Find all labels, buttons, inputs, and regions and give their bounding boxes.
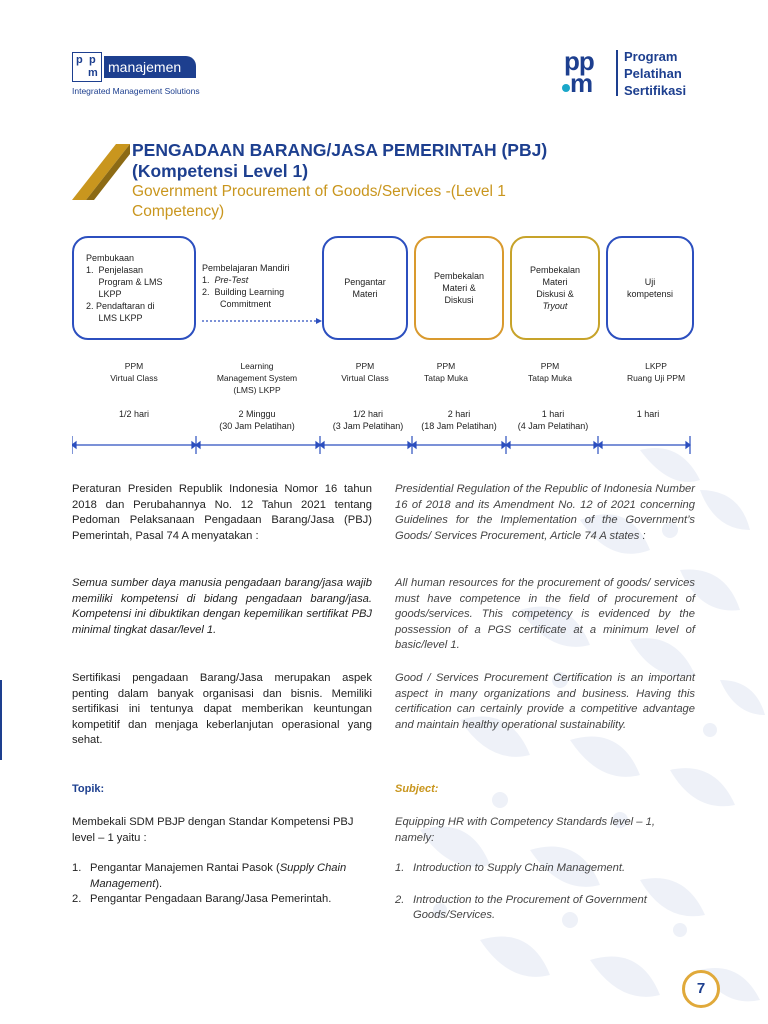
stage-line: Diskusi &: [536, 289, 574, 299]
program-label-line: Program: [624, 49, 678, 64]
ppm-program-logo: [562, 48, 712, 100]
topic-heading-id: Topik:: [72, 783, 105, 795]
logo-brand-name: manajemen: [108, 59, 182, 75]
title-accent-icon: [72, 140, 132, 200]
stage-item: 2. Pendaftaran di: [86, 301, 155, 311]
ppm-logo-mark: [72, 52, 102, 82]
stage-text: [324, 276, 406, 300]
stage-item-num: 2.: [202, 287, 210, 297]
stage-item: [202, 274, 290, 286]
stage-uji-kompetensi: [606, 236, 694, 340]
stage-duration: [324, 408, 412, 432]
stage-platform: [606, 360, 706, 384]
list-item-number: 2.: [72, 893, 82, 906]
duration-line: 2 Minggu: [238, 409, 276, 419]
paragraph-regulation-id: Peraturan Presiden Republik Indonesia Nomor 16 tahun 2018 dan Perubahannya No. 12 Tahun 2021 tentang Pedoman Pelaksanaan Pengadaan Barang/Jasa (PBJ) Pemerintah, Pasal 74 A menyatakan :: [72, 483, 372, 542]
stage-item: [202, 286, 290, 298]
stage-pembekalan-tryout: [510, 236, 600, 340]
topic-intro-id: Membekali SDM PBJP dengan Standar Kompetensi PBJ level – 1 yaitu :: [72, 816, 354, 844]
platform-line: Virtual Class: [110, 373, 158, 383]
stage-duration: [606, 408, 690, 420]
page-subtitle-en: [132, 182, 612, 222]
duration-line: 1 hari: [541, 409, 565, 419]
stage-item-num: 1.: [202, 275, 210, 285]
duration-line: 1/2 hari: [352, 409, 384, 419]
stage-pembelajaran-mandiri: [202, 262, 290, 310]
stage-line: Materi: [352, 289, 378, 299]
platform-line: Virtual Class: [341, 373, 389, 383]
stage-platform: [196, 360, 318, 396]
list-item-number: 1.: [395, 862, 405, 874]
stage-pengantar-materi: [322, 236, 408, 340]
topic-list-en: [395, 861, 695, 924]
stage-line: Pembekalan: [529, 265, 581, 275]
list-item-text: Pengantar Manajemen Rantai Pasok (: [90, 862, 280, 874]
stage-text: [416, 270, 502, 306]
list-item-text: Pengantar Pengadaan Barang/Jasa Pemerintah.: [90, 893, 332, 906]
program-label-line: Sertifikasi: [624, 83, 687, 98]
stage-item-text: Building Learning: [214, 287, 285, 297]
stage-title: Pembukaan: [86, 253, 135, 263]
timeline-arrows: [72, 432, 696, 458]
stage-item: 1. Penjelasan: [86, 265, 144, 275]
logo-m: m: [570, 68, 594, 98]
stage-platform: [322, 360, 408, 384]
stage-line: Materi &: [442, 283, 476, 293]
stage-line: Uji: [644, 277, 656, 287]
platform-line: Ruang Uji PPM: [626, 373, 686, 383]
stage-duration: [72, 408, 196, 420]
platform-line: Learning: [240, 361, 274, 371]
logo-cell: p: [89, 54, 96, 66]
paragraph-regulation-en: Presidential Regulation of the Republic of Indonesia Number 16 of 2018 and its Amendment No. 12 of 2021 concerning Guidelines for the Implementation of the Government’s Goods/ Services Procurement, Article 74 A states :: [395, 483, 695, 542]
stage-text: [512, 264, 598, 312]
list-item: [72, 892, 372, 908]
ppm-manajemen-logo: [72, 52, 202, 96]
paragraph-competency-id: Semua sumber daya manusia pengadaan barang/jasa wajib memiliki kompetensi di bidang pengadaan barang/jasa. Kompetensi ini dibuktikan dengan kepemilikan sertifikat PBJ minimal tingkat dasar/level 1.: [72, 577, 372, 636]
page-title-line: (Kompetensi Level 1): [132, 161, 309, 181]
paragraph-certification-id: Sertifikasi pengadaan Barang/Jasa merupakan aspek penting dalam banyak organisasi dan bisnis. Memiliki sertifikasi ini tentunya dapat memberikan keuntungan kompetitif dan menjaga keberlanjutan operasional yang sehat.: [72, 672, 372, 747]
platform-line: PPM: [124, 361, 144, 371]
stage-title: Pembelajaran Mandiri: [202, 263, 290, 273]
list-item-italic: Supply Chain Management: [90, 862, 347, 890]
platform-line: Management System: [216, 373, 298, 383]
duration-line: (18 Jam Pelatihan): [421, 421, 497, 431]
duration-line: (30 Jam Pelatihan): [219, 421, 295, 431]
logo-dot-icon: [562, 84, 570, 92]
duration-line: 2 hari: [447, 409, 471, 419]
list-item: [395, 893, 695, 924]
stage-item-text: Pre-Test: [214, 275, 249, 285]
page-title: [132, 140, 612, 182]
stage-line: Pengantar: [344, 277, 386, 287]
list-item-text: Introduction to the Procurement of Government Goods/Services.: [413, 893, 647, 922]
stage-pembukaan: [72, 236, 196, 340]
stage-platform: [510, 360, 590, 384]
stage-line: Tryout: [542, 301, 568, 311]
stage-duration: [508, 408, 598, 432]
platform-line: (LMS) LKPP: [233, 385, 281, 395]
stage-item: LMS LKPP: [86, 313, 143, 323]
dotted-arrow-icon: [202, 318, 322, 324]
platform-line: LKPP: [645, 361, 667, 371]
stage-item-text: Commitment: [220, 299, 272, 309]
list-item-tail: ).: [155, 877, 163, 890]
page-title-line: PENGADAAN BARANG/JASA PEMERINTAH (PBJ): [132, 140, 548, 160]
logo-cell: p: [76, 54, 83, 66]
stage-item: Program & LMS: [86, 277, 163, 287]
platform-line: Tatap Muka: [424, 373, 468, 383]
list-item-text: Introduction to Supply Chain Management.: [413, 862, 626, 874]
page-number: 7: [682, 970, 720, 1008]
topic-list-id: [72, 861, 372, 908]
stage-duration: [196, 408, 318, 432]
logo-pp: pp: [564, 46, 594, 76]
stage-platform: [72, 360, 196, 384]
page-subtitle-line: Government Procurement of Goods/Services -(Level 1: [132, 183, 506, 200]
topic-heading-en: Subject:: [395, 783, 439, 795]
duration-line: 1 hari: [636, 409, 660, 419]
duration-line: (3 Jam Pelatihan): [332, 421, 404, 431]
duration-line: (4 Jam Pelatihan): [517, 421, 589, 431]
stage-line: Materi: [542, 277, 568, 287]
stage-pembekalan-diskusi: [414, 236, 504, 340]
topic-intro-en: Equipping HR with Competency Standards level – 1, namely:: [395, 816, 655, 844]
page-edge-marker: [0, 680, 2, 760]
list-item: [395, 861, 695, 877]
logo-divider: [616, 50, 618, 96]
stage-line: kompetensi: [626, 289, 674, 299]
platform-line: PPM: [540, 361, 560, 371]
platform-line: PPM: [355, 361, 375, 371]
stage-duration: [414, 408, 504, 432]
logo-cell: m: [88, 67, 98, 79]
stage-text: [608, 276, 692, 300]
program-label-line: Pelatihan: [624, 66, 682, 81]
platform-line: Tatap Muka: [528, 373, 572, 383]
stage-line: Pembekalan: [433, 271, 485, 281]
stage-line: Diskusi: [444, 295, 474, 305]
list-item-number: 1.: [72, 862, 82, 874]
list-item-number: 2.: [395, 893, 405, 906]
stage-item: LKPP: [86, 289, 122, 299]
logo-tagline: Integrated Management Solutions: [72, 86, 200, 96]
platform-line: PPM: [436, 361, 456, 371]
program-label: [624, 48, 686, 99]
duration-line: 1/2 hari: [118, 409, 150, 419]
page-subtitle-line: Competency): [132, 203, 225, 220]
paragraph-certification-en: Good / Services Procurement Certification is an important aspect in many organizations and business. Having this certification can certainly provide a competitive advantage and maintain healthy operational sustainability.: [395, 672, 695, 731]
stage-text: [74, 252, 194, 324]
list-item: [72, 861, 372, 892]
stage-platform: [414, 360, 478, 384]
paragraph-competency-en: All human resources for the procurement of goods/ services must have competence in the field of procurement of goods/services. This competency is evidenced by the possession of a PGS certificate at a minimum level of basic/level 1.: [395, 577, 695, 652]
